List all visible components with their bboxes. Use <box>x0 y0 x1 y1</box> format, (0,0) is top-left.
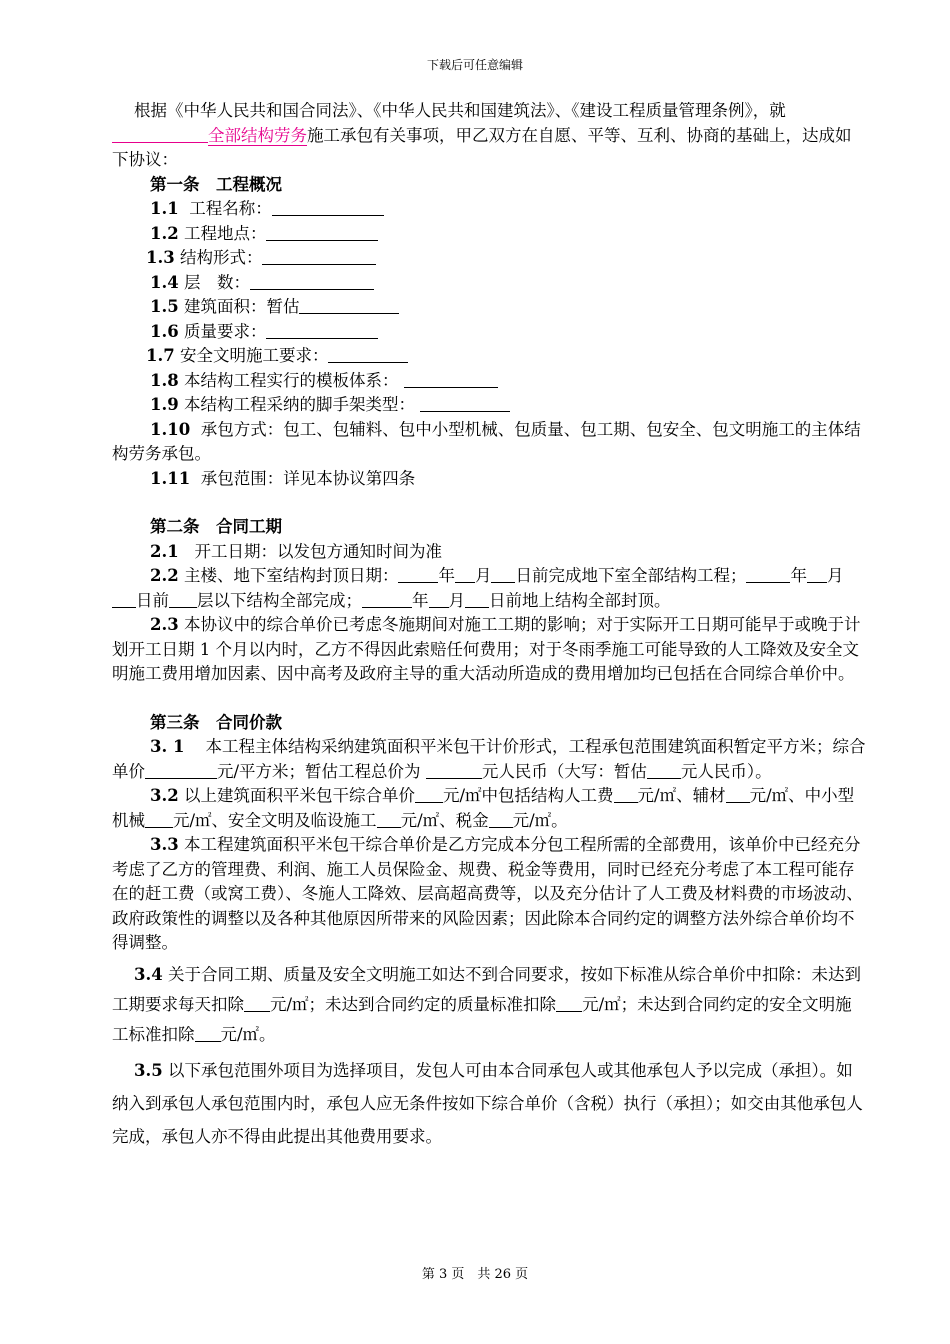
item-1-5: 1.5 建筑面积：暂估 <box>112 295 866 320</box>
spacer <box>112 687 866 711</box>
blank <box>489 810 513 828</box>
item-1-2: 1.2 工程地点： <box>112 222 866 247</box>
blank <box>145 761 217 779</box>
blank <box>362 590 412 608</box>
blank <box>328 345 408 363</box>
spacer <box>112 491 866 515</box>
item-3-5: 3.5 以下承包范围外项目为选择项目，发包人可由本合同承包人或其他承包人予以完成（承担）。如纳入到承包人承包范围内时，承包人应无条件按如下综合单价（含税）执行（承担）；如交由其他承包人完成，承包人亦不得由此提出其他费用要求。 <box>112 1060 863 1146</box>
blank <box>377 810 401 828</box>
item-1-7: 1.7 安全文明施工要求： <box>112 344 866 369</box>
intro-blank <box>112 125 208 143</box>
blank <box>404 370 498 388</box>
page-header: 下载后可任意编辑 <box>426 58 523 72</box>
blank <box>244 994 270 1012</box>
item-2-2: 2.2 主楼、地下室结构封顶日期： 年 月 日前完成地下室全部结构工程； 年 月日前 层以下结构全部完成； 年 月 日前地上结构全部封顶。 <box>112 564 866 613</box>
blank <box>250 272 374 290</box>
blank <box>420 394 510 412</box>
blank <box>266 321 378 339</box>
item-3-4: 3.4 关于合同工期、质量及安全文明施工如达不到合同要求，按如下标准从综合单价中扣除：未达到工期要求每天扣除 元/㎡；未达到合同约定的质量标准扣除 元/㎡；未达到合同约定的安全文明施工标准扣除 元/㎡。 <box>112 964 861 1044</box>
intro-text-a: 根据《中华人民共和国合同法》、《中华人民共和国建筑法》、《建设工程质量管理条例》，就 <box>134 101 786 120</box>
article-2-title: 第二条 合同工期 <box>150 517 282 536</box>
blank <box>145 810 173 828</box>
item-3-1: 3. 1 本工程主体结构采纳建筑面积平米包干计价形式，工程承包范围建筑面积暂定平方米；综合单价 元/平方米；暂估工程总价为 元人民币（大写：暂估 元人民币）。 <box>112 737 866 781</box>
item-3-2: 3.2 以上建筑面积平米包干综合单价 元/㎡中包括结构人工费 元/㎡、辅材 元/㎡、中小型机械 元/㎡、安全文明及临设施工 元/㎡、税金 元/㎡。 <box>112 786 855 830</box>
blank <box>266 223 378 241</box>
item-2-3: 2.3 本协议中的综合单价已考虑冬施期间对施工工期的影响；对于实际开工日期可能早于或晚于计划开工日期 1 个月以内时，乙方不得因此索赔任何费用；对于冬雨季施工可能导致的人工降效及安全文明施工费用增加因素、因中高考及政府主导的重大活动所造成的费用增加均已包括在合同综合单价中。 <box>112 615 861 683</box>
blank <box>169 590 197 608</box>
blank <box>429 590 449 608</box>
intro-paragraph <box>112 99 866 173</box>
item-1-1: 1.1 工程名称： <box>112 197 866 222</box>
blank <box>556 994 582 1012</box>
blank <box>726 785 750 803</box>
item-3-3: 3.3 本工程建筑面积平米包干综合单价是乙方完成本分包工程所需的全部费用，该单价中已经充分考虑了乙方的管理费、利润、施工人员保险金、规费、税金等费用，同时已经充分考虑了本工程可能存在的赶工费（或窝工费）、冬施人工降效、层高超高费等，以及充分估计了人工费及材料费的市场波动、政府政策性的调整以及各种其他原因所带来的风险因素；因此除本合同约定的调整方法外综合单价均不得调整。 <box>112 835 863 952</box>
blank <box>398 565 438 583</box>
article-1-title: 第一条 工程概况 <box>150 174 282 194</box>
blank <box>465 590 489 608</box>
blank <box>807 565 827 583</box>
blank <box>426 761 482 779</box>
intro-highlight: 全部结构劳务 <box>208 125 307 145</box>
intro-text-b: 施工承包有关事项，甲乙双方在自愿、平等、互利、协商的基础上，达成如下协议： <box>112 125 852 169</box>
item-2-1: 2.1 开工日期：以发包方通知时间为准 <box>150 541 442 561</box>
item-1-8: 1.8 本结构工程实行的模板体系： <box>112 369 866 394</box>
blank <box>647 761 681 779</box>
item-1-6: 1.6 质量要求： <box>112 320 866 345</box>
item-1-3: 1.3 结构形式： <box>112 246 866 271</box>
item-1-9: 1.9 本结构工程采纳的脚手架类型： <box>112 393 866 418</box>
item-1-10: 1.10 承包方式：包工、包辅料、包中小型机械、包质量、包工期、包安全、包文明施工的主体结构劳务承包。 <box>112 419 861 463</box>
item-1-4: 1.4 层 数： <box>112 271 866 296</box>
blank <box>195 1024 221 1042</box>
page-footer: 第 3 页 共 26 页 <box>421 1267 529 1282</box>
document-body <box>112 99 866 1153</box>
article-3-title: 第三条 合同价款 <box>150 712 282 732</box>
blank <box>112 590 136 608</box>
blank <box>746 565 790 583</box>
blank <box>299 296 399 314</box>
blank <box>272 198 384 216</box>
blank <box>455 565 475 583</box>
blank <box>262 247 376 265</box>
blank <box>415 785 443 803</box>
blank <box>614 785 638 803</box>
item-1-11: 1.11 承包范围：详见本协议第四条 <box>150 468 416 488</box>
blank <box>491 565 515 583</box>
